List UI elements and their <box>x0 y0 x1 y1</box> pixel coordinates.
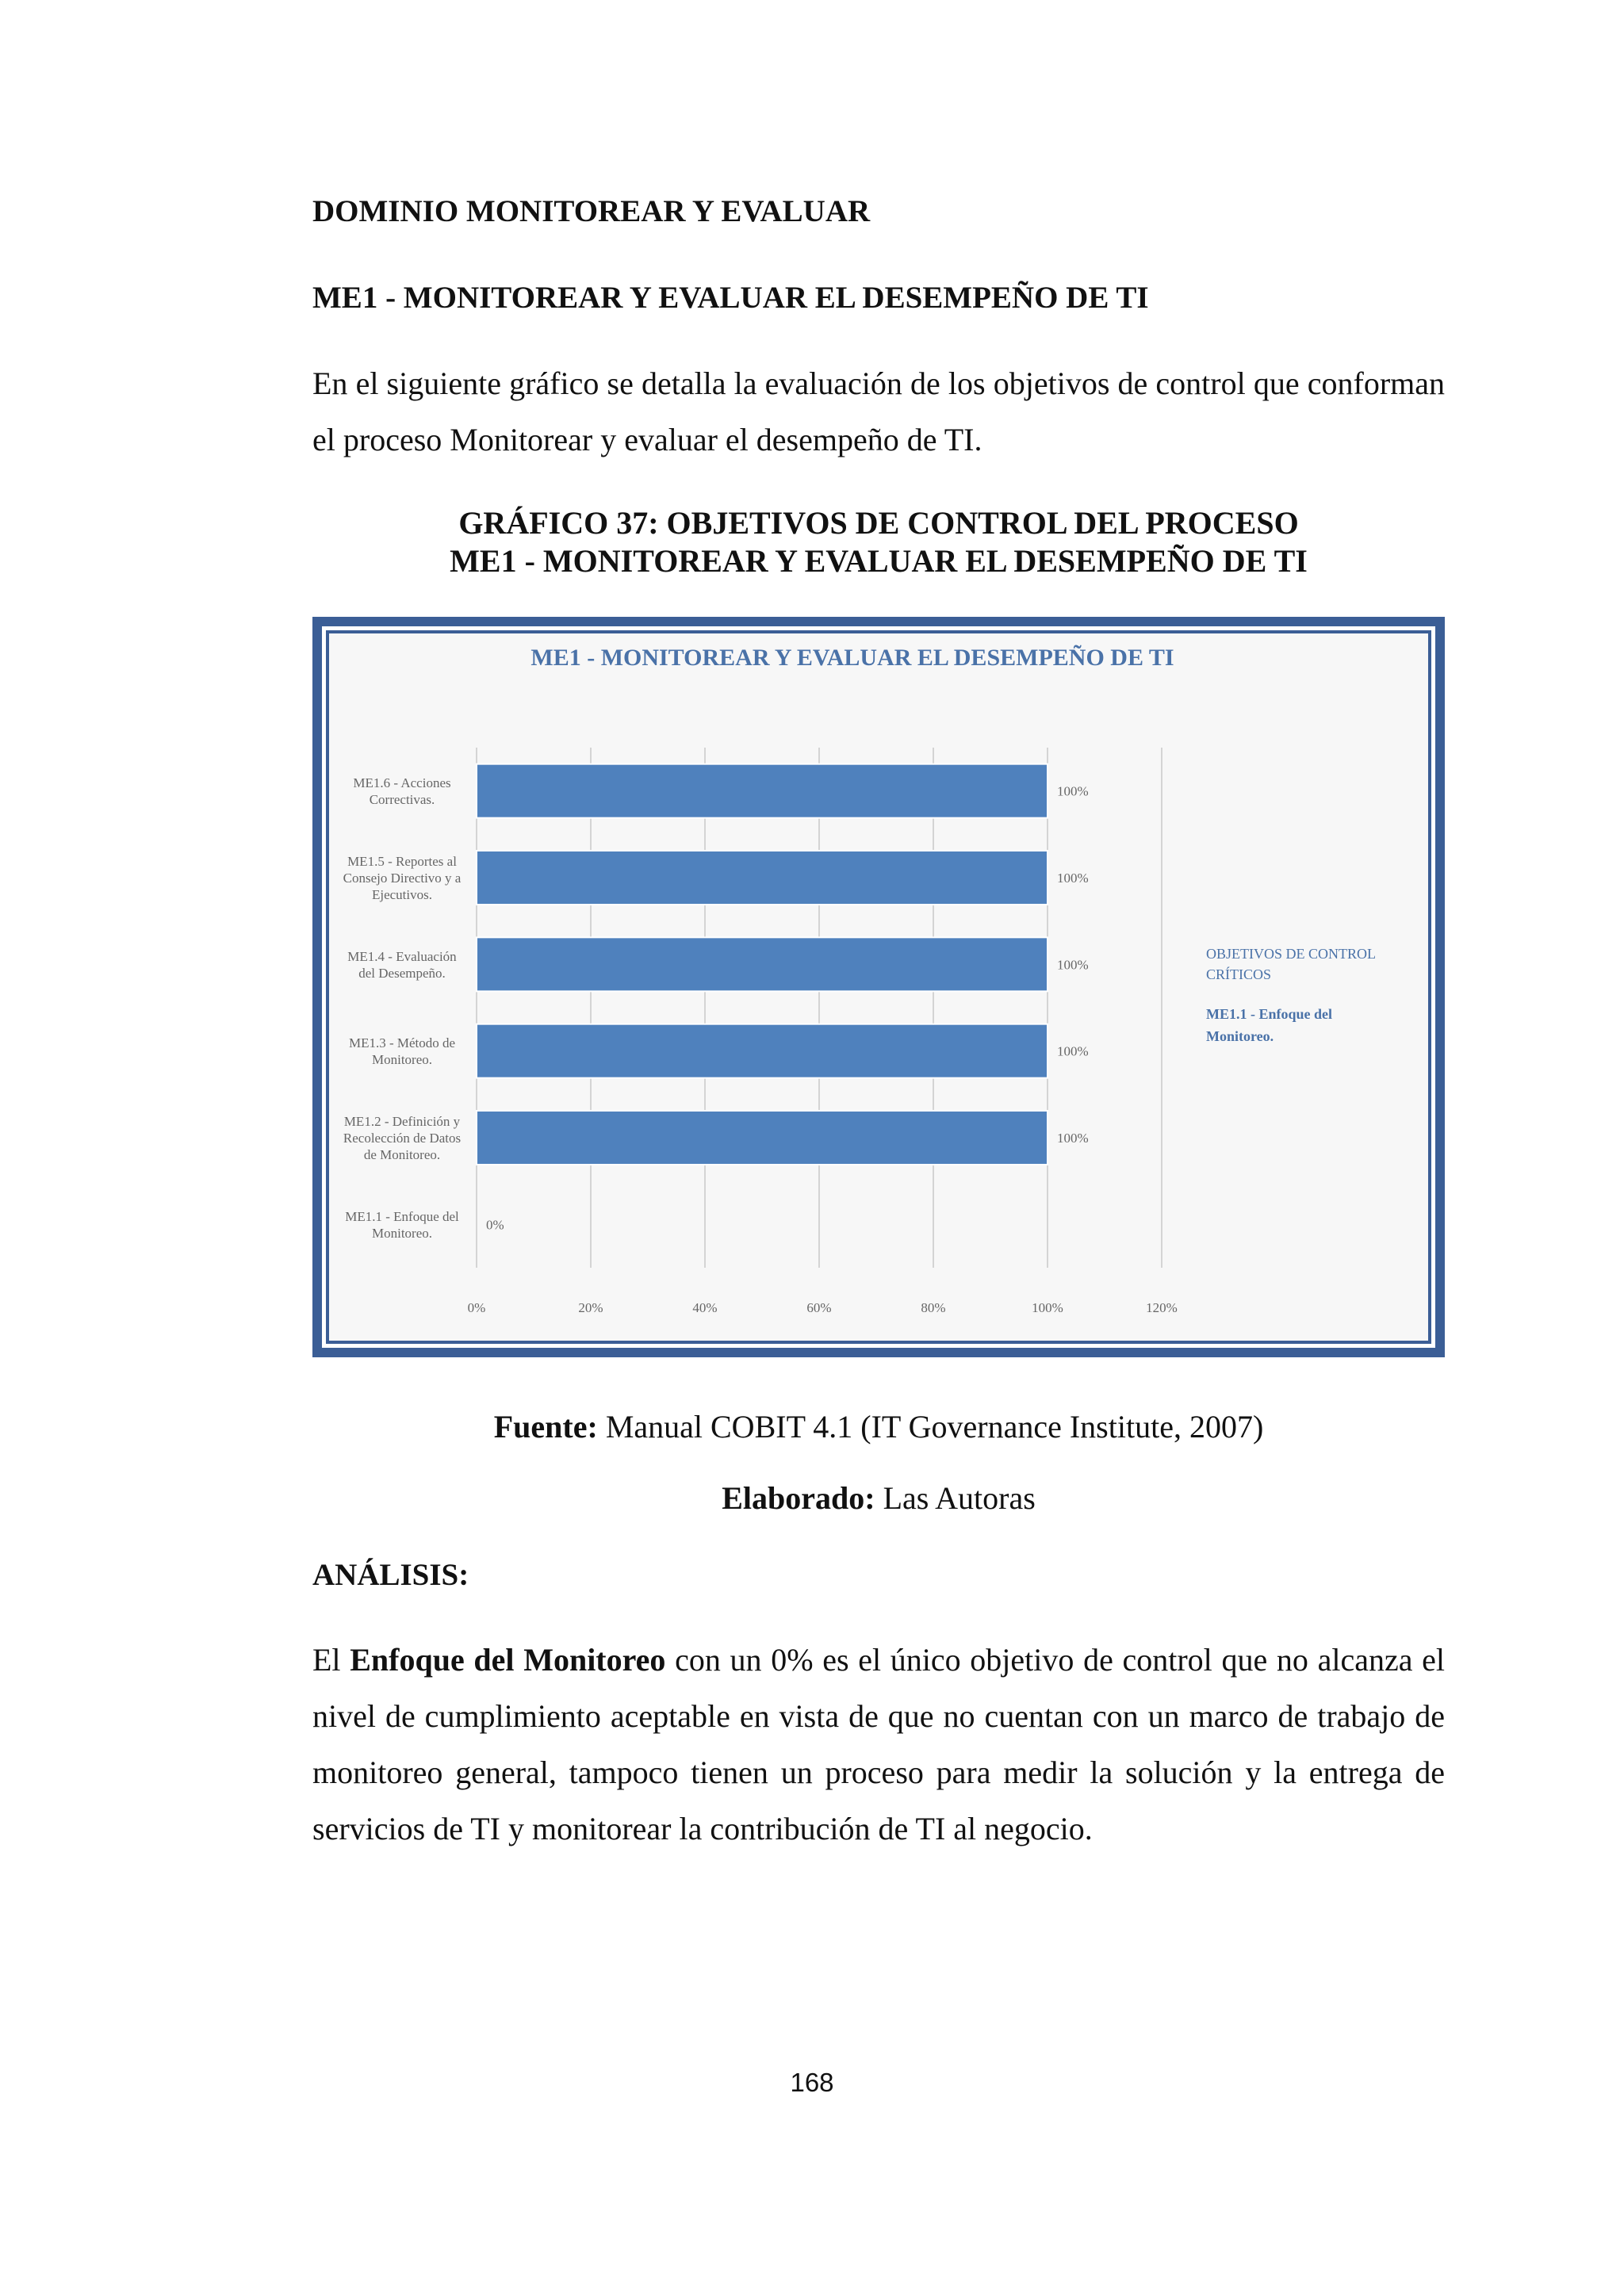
value-label: 100% <box>1057 957 1089 973</box>
category-label-line: ME1.4 - Evaluación <box>347 948 457 964</box>
elaborated-text: Las Autoras <box>875 1480 1036 1516</box>
category-label-line: Correctivas. <box>369 792 435 808</box>
x-tick-label: 40% <box>692 1300 718 1315</box>
intro-paragraph: En el siguiente gráfico se detalla la evaluación de los objetivos de control que conforman el proceso Monitorear y evaluar el desempeño de TI. <box>312 365 1445 457</box>
bar <box>477 851 1048 905</box>
caption-line-1: GRÁFICO 37: OBJETIVOS DE CONTROL DEL PROCESO <box>458 505 1299 541</box>
value-label: 100% <box>1057 783 1089 799</box>
category-label-line: del Desempeño. <box>358 965 446 981</box>
analysis-heading: ANÁLISIS: <box>312 1558 469 1592</box>
x-tick-label: 20% <box>578 1300 603 1315</box>
process-heading: ME1 - MONITOREAR Y EVALUAR EL DESEMPEÑO DE TI <box>312 281 1149 315</box>
x-tick-label: 80% <box>921 1300 946 1315</box>
category-label-line: Monitoreo. <box>371 1052 433 1068</box>
value-label: 100% <box>1057 1043 1089 1059</box>
x-tick-label: 100% <box>1032 1300 1063 1315</box>
elaborated-label: Elaborado: <box>722 1480 875 1516</box>
elaborated-line <box>312 1479 1445 1517</box>
category-label-line: ME1.2 - Definición y <box>343 1114 461 1129</box>
bar <box>477 1024 1048 1078</box>
x-tick-label: 0% <box>467 1300 486 1315</box>
category-label-line: ME1.1 - Enfoque del <box>345 1208 459 1224</box>
chart-x-tick-labels <box>468 1300 1178 1315</box>
category-label-line: Monitoreo. <box>371 1225 433 1241</box>
chart-category-labels <box>343 775 462 1241</box>
category-label-line: Recolección de Datos <box>343 1131 462 1146</box>
category-label <box>343 1114 461 1162</box>
annotation-heading: CRÍTICOS <box>1206 966 1272 982</box>
annotation-heading: OBJETIVOS DE CONTROL <box>1206 946 1376 962</box>
value-label: 100% <box>1057 871 1089 886</box>
category-label <box>349 1035 455 1067</box>
source-label: Fuente: <box>493 1409 598 1445</box>
chart-frame <box>312 617 1445 1357</box>
analysis-bold: Enfoque del Monitoreo <box>350 1642 666 1678</box>
annotation-item: Monitoreo. <box>1206 1028 1274 1044</box>
analysis-rest: con un 0% es el único objetivo de control que no alcanza el nivel de cumplimiento aceptable en vista de que no cuentan con un marco de trabajo de monitoreo general, tampoco tienen un proceso para medir la solución y la entrega de servicios de TI y monitorear la contribución de TI al negocio. <box>312 1642 1446 1846</box>
chart-gridlines <box>477 748 1162 1268</box>
source-text: Manual COBIT 4.1 (IT Governance Institute, 2007) <box>597 1409 1264 1445</box>
caption-line-2: ME1 - MONITOREAR Y EVALUAR EL DESEMPEÑO DE TI <box>450 543 1308 579</box>
category-label <box>343 854 462 902</box>
analysis-prefix: El <box>312 1642 350 1678</box>
chart-inner-border <box>322 626 1435 1348</box>
value-label: 0% <box>486 1217 504 1233</box>
x-tick-label: 120% <box>1146 1300 1178 1315</box>
chart-panel <box>326 630 1431 1344</box>
category-label-line: ME1.3 - Método de <box>348 1035 456 1051</box>
analysis-paragraph <box>312 1632 1445 1857</box>
bar-chart <box>329 633 1428 1334</box>
bar <box>477 764 1048 818</box>
category-label-line: de Monitoreo. <box>363 1147 441 1162</box>
chart-annotation <box>1206 946 1376 1044</box>
figure-caption <box>312 504 1445 580</box>
domain-heading: DOMINIO MONITOREAR Y EVALUAR <box>312 194 871 228</box>
category-label-line: Ejecutivos. <box>371 887 433 902</box>
category-label-line: ME1.5 - Reportes al <box>347 854 457 869</box>
chart-bars <box>477 764 1048 1165</box>
category-label <box>347 949 457 981</box>
annotation-item: ME1.1 - Enfoque del <box>1206 1006 1333 1022</box>
source-line <box>312 1408 1445 1445</box>
x-tick-label: 60% <box>806 1300 832 1315</box>
category-label <box>353 775 450 807</box>
page-number: 168 <box>790 2068 834 2097</box>
category-label-line: ME1.6 - Acciones <box>353 775 451 791</box>
bar <box>477 1111 1048 1165</box>
chart-title: ME1 - MONITOREAR Y EVALUAR EL DESEMPEÑO DE TI <box>530 645 1174 671</box>
category-label-line: Consejo Directivo y a <box>343 871 462 886</box>
value-label: 100% <box>1057 1131 1089 1146</box>
category-label <box>345 1209 459 1241</box>
bar <box>477 937 1048 991</box>
